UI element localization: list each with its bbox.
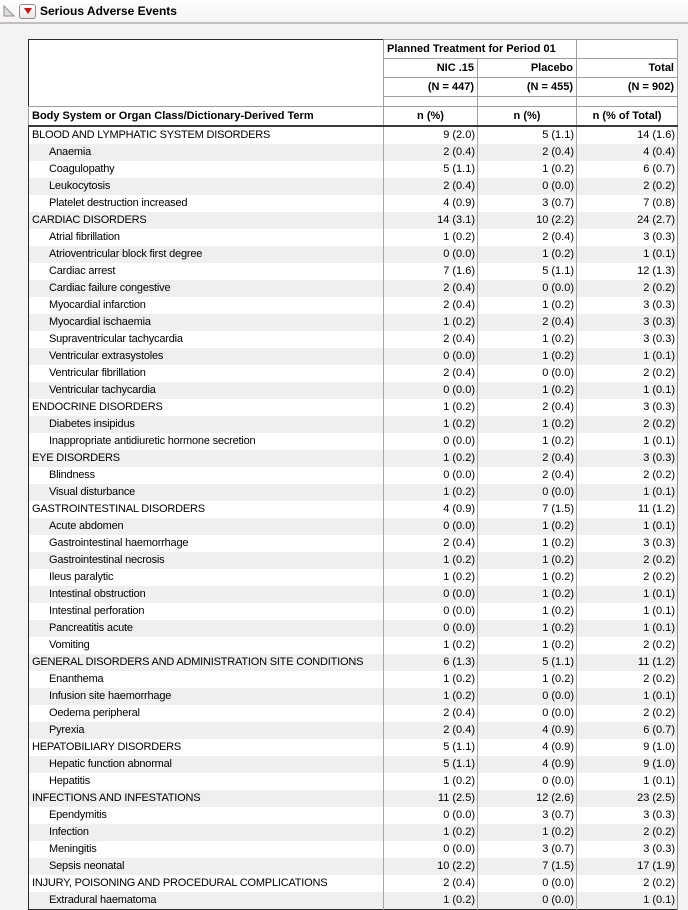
nic-value: 2 (0.4) [384, 705, 478, 722]
term-cell: Infection [29, 824, 384, 841]
nic-value: 4 (0.9) [384, 195, 478, 212]
table-row [29, 688, 678, 705]
total-value: 12 (1.3) [577, 263, 678, 280]
total-value: 2 (0.2) [577, 637, 678, 654]
placebo-value: 12 (2.6) [478, 790, 577, 807]
table-row [29, 331, 678, 348]
table-row [29, 824, 678, 841]
nic-value: 1 (0.2) [384, 314, 478, 331]
total-value: 2 (0.2) [577, 552, 678, 569]
nic-value: 0 (0.0) [384, 518, 478, 535]
nic-value: 0 (0.0) [384, 433, 478, 450]
total-value: 2 (0.2) [577, 569, 678, 586]
placebo-value: 2 (0.4) [478, 467, 577, 484]
total-value: 6 (0.7) [577, 161, 678, 178]
table-row [29, 603, 678, 620]
placebo-value: 1 (0.2) [478, 535, 577, 552]
placebo-value: 10 (2.2) [478, 212, 577, 229]
placebo-value: 1 (0.2) [478, 416, 577, 433]
placebo-value: 1 (0.2) [478, 603, 577, 620]
nic-value: 0 (0.0) [384, 841, 478, 858]
term-cell: Acute abdomen [29, 518, 384, 535]
term-cell: Gastrointestinal haemorrhage [29, 535, 384, 552]
table-row [29, 722, 678, 739]
total-value: 2 (0.2) [577, 280, 678, 297]
nic-value: 1 (0.2) [384, 229, 478, 246]
placebo-value: 2 (0.4) [478, 314, 577, 331]
total-value: 1 (0.1) [577, 518, 678, 535]
term-cell: Myocardial infarction [29, 297, 384, 314]
total-value: 3 (0.3) [577, 807, 678, 824]
nic-value: 5 (1.1) [384, 739, 478, 756]
term-cell: Sepsis neonatal [29, 858, 384, 875]
nic-value: 1 (0.2) [384, 484, 478, 501]
term-cell: Coagulopathy [29, 161, 384, 178]
placebo-value: 5 (1.1) [478, 263, 577, 280]
term-cell: Cardiac failure congestive [29, 280, 384, 297]
nic-value: 1 (0.2) [384, 824, 478, 841]
table-row [29, 348, 678, 365]
table-row [29, 433, 678, 450]
table-row [29, 314, 678, 331]
total-value: 1 (0.1) [577, 484, 678, 501]
total-value: 3 (0.3) [577, 399, 678, 416]
placebo-value: 0 (0.0) [478, 280, 577, 297]
term-cell: BLOOD AND LYMPHATIC SYSTEM DISORDERS [29, 126, 384, 144]
nic-value: 10 (2.2) [384, 858, 478, 875]
table-row [29, 858, 678, 875]
term-cell: Vomiting [29, 637, 384, 654]
outline-header [0, 0, 688, 24]
term-cell: Supraventricular tachycardia [29, 331, 384, 348]
table-row [29, 144, 678, 161]
total-value: 1 (0.1) [577, 620, 678, 637]
placebo-value: 5 (1.1) [478, 126, 577, 144]
table-row [29, 212, 678, 229]
nic-value: 14 (3.1) [384, 212, 478, 229]
term-cell: Infusion site haemorrhage [29, 688, 384, 705]
term-cell: EYE DISORDERS [29, 450, 384, 467]
term-cell: Leukocytosis [29, 178, 384, 195]
total-value: 1 (0.1) [577, 773, 678, 790]
term-cell: Pyrexia [29, 722, 384, 739]
total-value: 2 (0.2) [577, 671, 678, 688]
col-header-total: Total [577, 59, 678, 78]
table-row [29, 229, 678, 246]
nic-value: 0 (0.0) [384, 246, 478, 263]
red-triangle-menu-button[interactable] [19, 4, 36, 19]
placebo-value: 1 (0.2) [478, 586, 577, 603]
total-value: 11 (1.2) [577, 654, 678, 671]
nic-value: 6 (1.3) [384, 654, 478, 671]
table-row [29, 416, 678, 433]
term-cell: Atrioventricular block first degree [29, 246, 384, 263]
term-cell: INFECTIONS AND INFESTATIONS [29, 790, 384, 807]
table-row [29, 280, 678, 297]
total-value: 1 (0.1) [577, 603, 678, 620]
term-cell: Ependymitis [29, 807, 384, 824]
nic-value: 1 (0.2) [384, 892, 478, 910]
table-row [29, 195, 678, 212]
placebo-value: 0 (0.0) [478, 892, 577, 910]
disclosure-triangle-icon[interactable] [3, 5, 15, 17]
corner-cell [29, 40, 384, 107]
term-cell: Anaemia [29, 144, 384, 161]
col-n-placebo: (N = 455) [478, 78, 577, 97]
total-value: 3 (0.3) [577, 841, 678, 858]
total-value: 3 (0.3) [577, 229, 678, 246]
placebo-value: 1 (0.2) [478, 824, 577, 841]
page-title: Serious Adverse Events [40, 4, 177, 18]
placebo-value: 7 (1.5) [478, 501, 577, 518]
term-cell: Extradural haematoma [29, 892, 384, 910]
nic-value: 4 (0.9) [384, 501, 478, 518]
total-value: 2 (0.2) [577, 178, 678, 195]
col-n-nic: (N = 447) [384, 78, 478, 97]
total-value: 3 (0.3) [577, 314, 678, 331]
placebo-value: 7 (1.5) [478, 858, 577, 875]
placebo-value: 1 (0.2) [478, 620, 577, 637]
nic-value: 2 (0.4) [384, 297, 478, 314]
table-row [29, 501, 678, 518]
placebo-value: 1 (0.2) [478, 348, 577, 365]
total-value: 1 (0.1) [577, 688, 678, 705]
placebo-value: 0 (0.0) [478, 705, 577, 722]
nic-value: 1 (0.2) [384, 688, 478, 705]
term-cell: Hepatitis [29, 773, 384, 790]
table-row [29, 246, 678, 263]
table-row [29, 620, 678, 637]
nic-value: 1 (0.2) [384, 637, 478, 654]
measure-header-total: n (% of Total) [577, 107, 678, 127]
term-cell: Oedema peripheral [29, 705, 384, 722]
total-value: 9 (1.0) [577, 756, 678, 773]
term-cell: Inappropriate antidiuretic hormone secretion [29, 433, 384, 450]
total-value: 3 (0.3) [577, 297, 678, 314]
placebo-value: 5 (1.1) [478, 654, 577, 671]
term-cell: HEPATOBILIARY DISORDERS [29, 739, 384, 756]
table-row [29, 705, 678, 722]
nic-value: 2 (0.4) [384, 331, 478, 348]
term-cell: Blindness [29, 467, 384, 484]
total-value: 1 (0.1) [577, 433, 678, 450]
placebo-value: 1 (0.2) [478, 382, 577, 399]
nic-value: 2 (0.4) [384, 144, 478, 161]
measure-header-nic: n (%) [384, 107, 478, 127]
treatment-span-header: Planned Treatment for Period 01 [384, 40, 577, 59]
table-row [29, 518, 678, 535]
term-cell: Diabetes insipidus [29, 416, 384, 433]
term-cell: Pancreatitis acute [29, 620, 384, 637]
span-header-row [29, 40, 678, 59]
total-value: 2 (0.2) [577, 467, 678, 484]
total-value: 17 (1.9) [577, 858, 678, 875]
table-body [29, 126, 678, 910]
total-value: 3 (0.3) [577, 450, 678, 467]
nic-value: 2 (0.4) [384, 875, 478, 892]
placebo-value: 1 (0.2) [478, 433, 577, 450]
total-value: 2 (0.2) [577, 824, 678, 841]
table-row [29, 790, 678, 807]
nic-value: 0 (0.0) [384, 620, 478, 637]
placebo-value: 3 (0.7) [478, 841, 577, 858]
term-cell: CARDIAC DISORDERS [29, 212, 384, 229]
placebo-value: 1 (0.2) [478, 518, 577, 535]
placebo-value: 1 (0.2) [478, 246, 577, 263]
measure-header-row [29, 107, 678, 127]
table-header [29, 40, 678, 127]
total-value: 3 (0.3) [577, 331, 678, 348]
nic-value: 1 (0.2) [384, 552, 478, 569]
placebo-value: 0 (0.0) [478, 484, 577, 501]
total-value: 2 (0.2) [577, 416, 678, 433]
table-row [29, 399, 678, 416]
total-value: 9 (1.0) [577, 739, 678, 756]
placebo-value: 2 (0.4) [478, 399, 577, 416]
total-value: 6 (0.7) [577, 722, 678, 739]
term-cell: Atrial fibrillation [29, 229, 384, 246]
placebo-value: 4 (0.9) [478, 722, 577, 739]
serious-adverse-events-table [28, 39, 678, 910]
placebo-value: 4 (0.9) [478, 739, 577, 756]
table-row [29, 126, 678, 144]
placebo-value: 4 (0.9) [478, 756, 577, 773]
nic-value: 1 (0.2) [384, 399, 478, 416]
total-value: 1 (0.1) [577, 586, 678, 603]
table-row [29, 739, 678, 756]
table-row [29, 161, 678, 178]
nic-value: 1 (0.2) [384, 569, 478, 586]
total-value: 1 (0.1) [577, 348, 678, 365]
placebo-value: 1 (0.2) [478, 569, 577, 586]
term-cell: Myocardial ischaemia [29, 314, 384, 331]
table-row [29, 654, 678, 671]
term-cell: Intestinal perforation [29, 603, 384, 620]
table-row [29, 382, 678, 399]
red-triangle-icon [24, 8, 32, 14]
nic-value: 5 (1.1) [384, 756, 478, 773]
table-row [29, 297, 678, 314]
table-row [29, 841, 678, 858]
table-row [29, 773, 678, 790]
placebo-value: 0 (0.0) [478, 178, 577, 195]
table-row [29, 807, 678, 824]
report-body [28, 39, 688, 910]
col-header-placebo: Placebo [478, 59, 577, 78]
term-cell: ENDOCRINE DISORDERS [29, 399, 384, 416]
nic-value: 5 (1.1) [384, 161, 478, 178]
term-cell: Intestinal obstruction [29, 586, 384, 603]
col-header-nic: NIC .15 [384, 59, 478, 78]
total-value: 3 (0.3) [577, 535, 678, 552]
nic-value: 2 (0.4) [384, 535, 478, 552]
total-value: 4 (0.4) [577, 144, 678, 161]
term-cell: GASTROINTESTINAL DISORDERS [29, 501, 384, 518]
placebo-value: 0 (0.0) [478, 875, 577, 892]
nic-value: 0 (0.0) [384, 348, 478, 365]
placebo-value: 0 (0.0) [478, 688, 577, 705]
nic-value: 1 (0.2) [384, 671, 478, 688]
table-row [29, 535, 678, 552]
placebo-value: 2 (0.4) [478, 229, 577, 246]
placebo-value: 1 (0.2) [478, 331, 577, 348]
total-value: 2 (0.2) [577, 705, 678, 722]
total-value: 1 (0.1) [577, 382, 678, 399]
total-value: 2 (0.2) [577, 365, 678, 382]
table-row [29, 671, 678, 688]
total-value: 7 (0.8) [577, 195, 678, 212]
nic-value: 0 (0.0) [384, 586, 478, 603]
placebo-value: 2 (0.4) [478, 450, 577, 467]
term-cell: Gastrointestinal necrosis [29, 552, 384, 569]
table-row [29, 365, 678, 382]
term-cell: Ventricular tachycardia [29, 382, 384, 399]
total-value: 23 (2.5) [577, 790, 678, 807]
col-n-total: (N = 902) [577, 78, 678, 97]
nic-value: 0 (0.0) [384, 807, 478, 824]
table-row [29, 467, 678, 484]
nic-value: 2 (0.4) [384, 722, 478, 739]
placebo-value: 1 (0.2) [478, 671, 577, 688]
term-cell: GENERAL DISORDERS AND ADMINISTRATION SITE CONDITIONS [29, 654, 384, 671]
placebo-value: 2 (0.4) [478, 144, 577, 161]
table-row [29, 552, 678, 569]
table-row [29, 263, 678, 280]
term-column-header: Body System or Organ Class/Dictionary-Derived Term [29, 107, 384, 127]
total-value: 11 (1.2) [577, 501, 678, 518]
table-row [29, 637, 678, 654]
total-value: 1 (0.1) [577, 892, 678, 910]
nic-value: 7 (1.6) [384, 263, 478, 280]
term-cell: Ileus paralytic [29, 569, 384, 586]
placebo-value: 3 (0.7) [478, 195, 577, 212]
placebo-value: 1 (0.2) [478, 552, 577, 569]
nic-value: 0 (0.0) [384, 467, 478, 484]
nic-value: 2 (0.4) [384, 280, 478, 297]
placebo-value: 0 (0.0) [478, 365, 577, 382]
total-value: 24 (2.7) [577, 212, 678, 229]
total-span-blank [577, 40, 678, 59]
table-row [29, 875, 678, 892]
table-row [29, 586, 678, 603]
term-cell: Ventricular fibrillation [29, 365, 384, 382]
total-value: 2 (0.2) [577, 875, 678, 892]
nic-value: 1 (0.2) [384, 450, 478, 467]
nic-value: 0 (0.0) [384, 382, 478, 399]
table-row [29, 484, 678, 501]
table-row [29, 569, 678, 586]
term-cell: Platelet destruction increased [29, 195, 384, 212]
nic-value: 1 (0.2) [384, 416, 478, 433]
table-row [29, 178, 678, 195]
term-cell: Visual disturbance [29, 484, 384, 501]
nic-value: 2 (0.4) [384, 365, 478, 382]
placebo-value: 0 (0.0) [478, 773, 577, 790]
measure-header-placebo: n (%) [478, 107, 577, 127]
term-cell: Meningitis [29, 841, 384, 858]
nic-value: 11 (2.5) [384, 790, 478, 807]
term-cell: Cardiac arrest [29, 263, 384, 280]
term-cell: Hepatic function abnormal [29, 756, 384, 773]
table-row [29, 450, 678, 467]
total-value: 14 (1.6) [577, 126, 678, 144]
nic-value: 9 (2.0) [384, 126, 478, 144]
total-value: 1 (0.1) [577, 246, 678, 263]
placebo-value: 1 (0.2) [478, 297, 577, 314]
placebo-value: 1 (0.2) [478, 161, 577, 178]
term-cell: Ventricular extrasystoles [29, 348, 384, 365]
placebo-value: 1 (0.2) [478, 637, 577, 654]
term-cell: INJURY, POISONING AND PROCEDURAL COMPLICATIONS [29, 875, 384, 892]
nic-value: 0 (0.0) [384, 603, 478, 620]
table-row [29, 756, 678, 773]
nic-value: 2 (0.4) [384, 178, 478, 195]
placebo-value: 3 (0.7) [478, 807, 577, 824]
nic-value: 1 (0.2) [384, 773, 478, 790]
term-cell: Enanthema [29, 671, 384, 688]
